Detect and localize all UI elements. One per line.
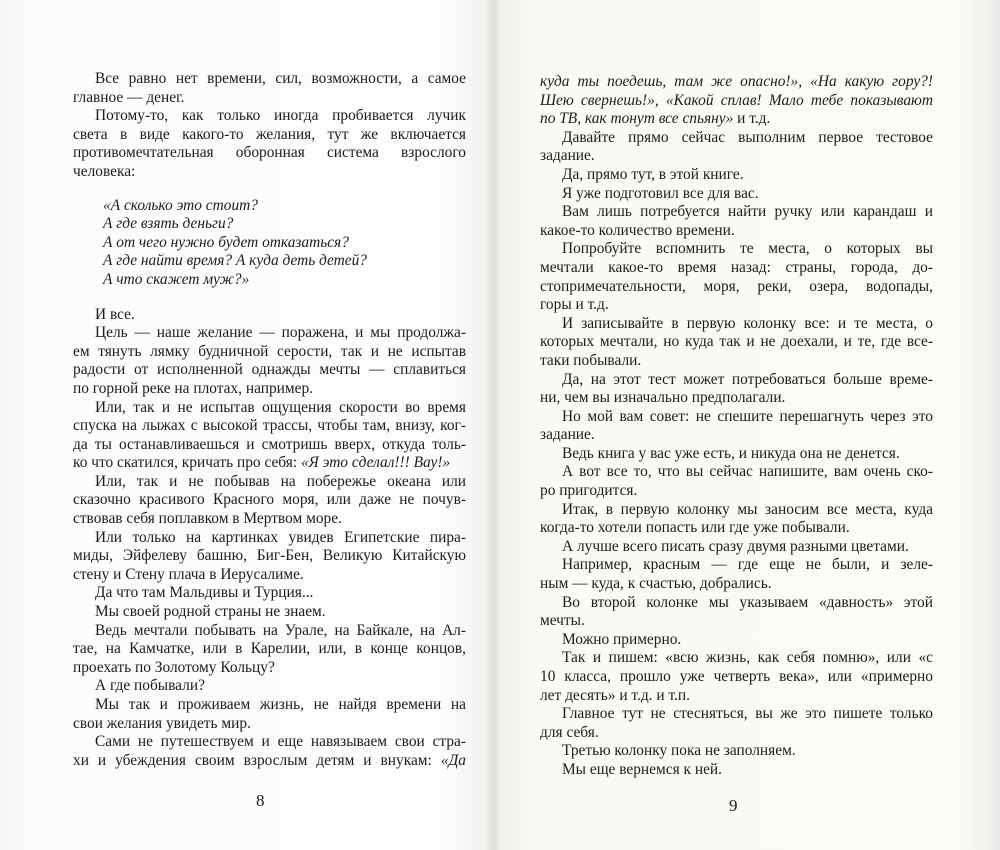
paragraph bbox=[540, 371, 933, 408]
text-line bbox=[540, 92, 933, 111]
paragraph bbox=[540, 594, 933, 631]
paragraph bbox=[540, 445, 933, 464]
text-line: Давайте прямо сейчас выполним первое тестовое bbox=[562, 128, 933, 146]
text-line: мечтали какое-то время назад: страны, города, до- bbox=[540, 258, 933, 276]
paragraph bbox=[73, 584, 466, 603]
text-line: Но мой вам совет: не спешите перешагнуть через это bbox=[562, 407, 933, 425]
paragraph bbox=[73, 696, 466, 733]
text-line: И записывайте в первую колонку все: и те места, о bbox=[562, 314, 933, 332]
text-line: горы и т.д. bbox=[540, 296, 609, 314]
text-line: радости от исполненной однажды мечты — сплавиться bbox=[73, 361, 466, 379]
italic-text: по ТВ, как тонут все спьяну» bbox=[540, 110, 734, 128]
paragraph bbox=[540, 315, 933, 371]
text-line: Или только на картинках увидев Египетские пира- bbox=[95, 528, 466, 546]
paragraph bbox=[540, 166, 933, 185]
paragraph bbox=[540, 631, 933, 650]
paragraph bbox=[540, 463, 933, 500]
text-line: стену и Стену плача в Иерусалиме. bbox=[73, 565, 304, 583]
text-line: да ты останавливаешься и смотришь вверх, откуда толь- bbox=[73, 435, 466, 453]
text-line: ро пригодится. bbox=[540, 482, 638, 500]
paragraph bbox=[540, 73, 933, 129]
quote-block bbox=[103, 197, 466, 290]
text-line: «А сколько это стоит? bbox=[103, 196, 258, 214]
text-line: тае, на Камчатке, или в Карелии, или, в конце концов, bbox=[73, 640, 466, 658]
italic-text: куда ты поедешь, там же опасно!», «На какую гору?! bbox=[540, 73, 933, 90]
text-line: Или, так и не побывав на побережье океана или bbox=[95, 472, 466, 490]
text-line: по горной реке на плотах, например. bbox=[73, 379, 314, 397]
paragraph bbox=[73, 324, 466, 398]
text-line: света в виде какого-то желания, тут же включается bbox=[73, 125, 466, 143]
text-line: А что скажет муж?» bbox=[103, 270, 250, 288]
paragraph bbox=[540, 240, 933, 314]
text-line: сказочно красивого Красного моря, или даже не почув- bbox=[73, 491, 466, 509]
paragraph bbox=[73, 107, 466, 181]
text-line: Все равно нет времени, сил, возможности, а самое bbox=[95, 70, 466, 87]
text-line: Мы еще вернемся к ней. bbox=[562, 760, 722, 778]
text-line: Мы так и проживаем жизнь, не найдя времени на bbox=[95, 696, 466, 713]
paragraph bbox=[540, 185, 933, 204]
paragraph bbox=[73, 70, 466, 107]
italic-text: «Да bbox=[440, 751, 466, 769]
text-line: Или, так и не испытав ощущения скорости во время bbox=[95, 398, 466, 416]
text-line: человека: bbox=[73, 162, 136, 180]
text-line: Ведь мечтали побывать на Урале, на Байкале, на Ал- bbox=[95, 621, 466, 639]
text-line: Главное тут не стесняться, вы же это пишете только bbox=[562, 705, 933, 723]
text-line: Третью колонку пока не заполняем. bbox=[562, 742, 796, 760]
text-line bbox=[540, 110, 933, 129]
text-line: ным — куда, к счастью, добрались. bbox=[540, 575, 772, 593]
text-line: Можно примерно. bbox=[562, 630, 682, 648]
text-line bbox=[540, 73, 933, 92]
text-line: Попробуйте вспомнить те места, о которых вы bbox=[562, 240, 933, 258]
text-line: ни, чем вы изначально предполагали. bbox=[540, 389, 786, 407]
page-number-right: 9 bbox=[729, 796, 738, 815]
paragraph bbox=[73, 677, 466, 696]
text-line: И все. bbox=[95, 305, 135, 323]
text-line: Да что там Мальдивы и Турция... bbox=[95, 584, 314, 602]
paragraph bbox=[540, 705, 933, 742]
paragraph bbox=[73, 622, 466, 678]
text-line: Я уже подготовил все для вас. bbox=[562, 184, 759, 202]
paragraph bbox=[540, 203, 933, 240]
paragraph bbox=[540, 761, 933, 780]
paragraph bbox=[540, 742, 933, 761]
text-segment: хи и убеждения своим взрослым детям и внукам: bbox=[73, 751, 441, 769]
paragraph bbox=[540, 538, 933, 557]
italic-text: «Я это сделал!!! Вау!» bbox=[300, 454, 451, 472]
paragraph bbox=[540, 501, 933, 538]
text-line: Так и пишем: «всю жизнь, как себя помню», или «с bbox=[562, 649, 933, 667]
text-segment: и т.д. bbox=[733, 110, 771, 128]
text-line: Итак, в первую колонку мы заносим все места, куда bbox=[562, 500, 933, 518]
text-line: А где взять деньги? bbox=[103, 215, 234, 233]
text-line: когда-то хотели попасть или где уже побывали. bbox=[540, 519, 850, 537]
text-line: Вам лишь потребуется найти ручку или карандаш и bbox=[562, 203, 933, 221]
text-line: А от чего нужно будет отказаться? bbox=[103, 233, 349, 251]
right-page-text bbox=[540, 73, 933, 780]
text-line: лет десять» и т.д. и т.п. bbox=[540, 686, 690, 704]
text-line: Сами не путешествуем и еще навязываем свои стра- bbox=[95, 733, 466, 751]
text-line: Например, красным — где еще не были, и зеле- bbox=[562, 556, 933, 574]
paragraph bbox=[73, 733, 466, 770]
paragraph bbox=[73, 399, 466, 473]
text-line: А вот все то, что вы сейчас напишите, вам очень ско- bbox=[562, 463, 933, 481]
italic-text: Шею свернешь!», «Какой сплав! Мало тебе показывают bbox=[540, 91, 933, 109]
paragraph bbox=[73, 306, 466, 325]
text-line: ствовав себя поплавком в Мертвом море. bbox=[73, 510, 342, 528]
text-line: А лучше всего писать сразу двумя разными цветами. bbox=[562, 537, 909, 555]
text-line: Мы своей родной страны не знаем. bbox=[95, 603, 326, 621]
paragraph bbox=[540, 129, 933, 166]
paragraph bbox=[540, 649, 933, 705]
text-line: Да, на этот тест может потребоваться больше време- bbox=[562, 370, 933, 388]
text-line: задание. bbox=[540, 426, 595, 444]
text-line: Ведь книга у вас уже есть, и никуда она не денется. bbox=[562, 444, 900, 462]
page-number-left: 8 bbox=[256, 791, 265, 810]
text-line: А где найти время? А куда деть детей? bbox=[103, 252, 368, 270]
text-line: свои желания увидеть мир. bbox=[73, 714, 251, 732]
text-line: мечты. bbox=[540, 612, 585, 630]
text-line: задание. bbox=[540, 147, 595, 165]
paragraph bbox=[540, 408, 933, 445]
text-line: какое-то количество времени. bbox=[540, 221, 735, 239]
paragraph bbox=[73, 473, 466, 529]
text-line: миды, Эйфелеву башню, Биг-Бен, Великую Китайскую bbox=[73, 547, 466, 565]
text-line: Во второй колонке мы указываем «давность» этой bbox=[562, 593, 933, 611]
text-line bbox=[73, 454, 466, 473]
paragraph bbox=[73, 529, 466, 585]
text-line: 10 класса, прошло уже четверть века», или «примерно bbox=[540, 668, 933, 685]
text-line: проехать по Золотому Кольцу? bbox=[73, 658, 275, 676]
paragraph bbox=[540, 556, 933, 593]
text-line: А где побывали? bbox=[95, 677, 205, 695]
text-line: Цель — наше желание — поражена, и мы продолжа- bbox=[95, 324, 466, 342]
text-line: для себя. bbox=[540, 723, 599, 741]
text-segment: ко что скатился, кричать про себя: bbox=[73, 454, 301, 472]
paragraph bbox=[73, 603, 466, 622]
text-line: спуска на лыжах с высокой трассы, чтобы там, внизу, ког- bbox=[73, 417, 466, 435]
text-line bbox=[73, 752, 466, 771]
text-line: стопримечательности, моря, реки, озера, водопады, bbox=[540, 277, 933, 295]
text-line: главное — денег. bbox=[73, 88, 185, 106]
text-line: таки побывали. bbox=[540, 351, 642, 369]
text-line: которых мечтали, но куда так и не доехали, и те, где все- bbox=[540, 333, 933, 351]
text-line: ем тянуть лямку будничной серости, так и не испытав bbox=[73, 342, 466, 360]
left-page-text bbox=[73, 70, 466, 770]
text-line: Да, прямо тут, в этой книге. bbox=[562, 165, 744, 183]
text-line: Потому-то, как только иногда пробивается лучик bbox=[95, 107, 466, 125]
text-line: противомечтательная оборонная система взрослого bbox=[73, 144, 466, 162]
